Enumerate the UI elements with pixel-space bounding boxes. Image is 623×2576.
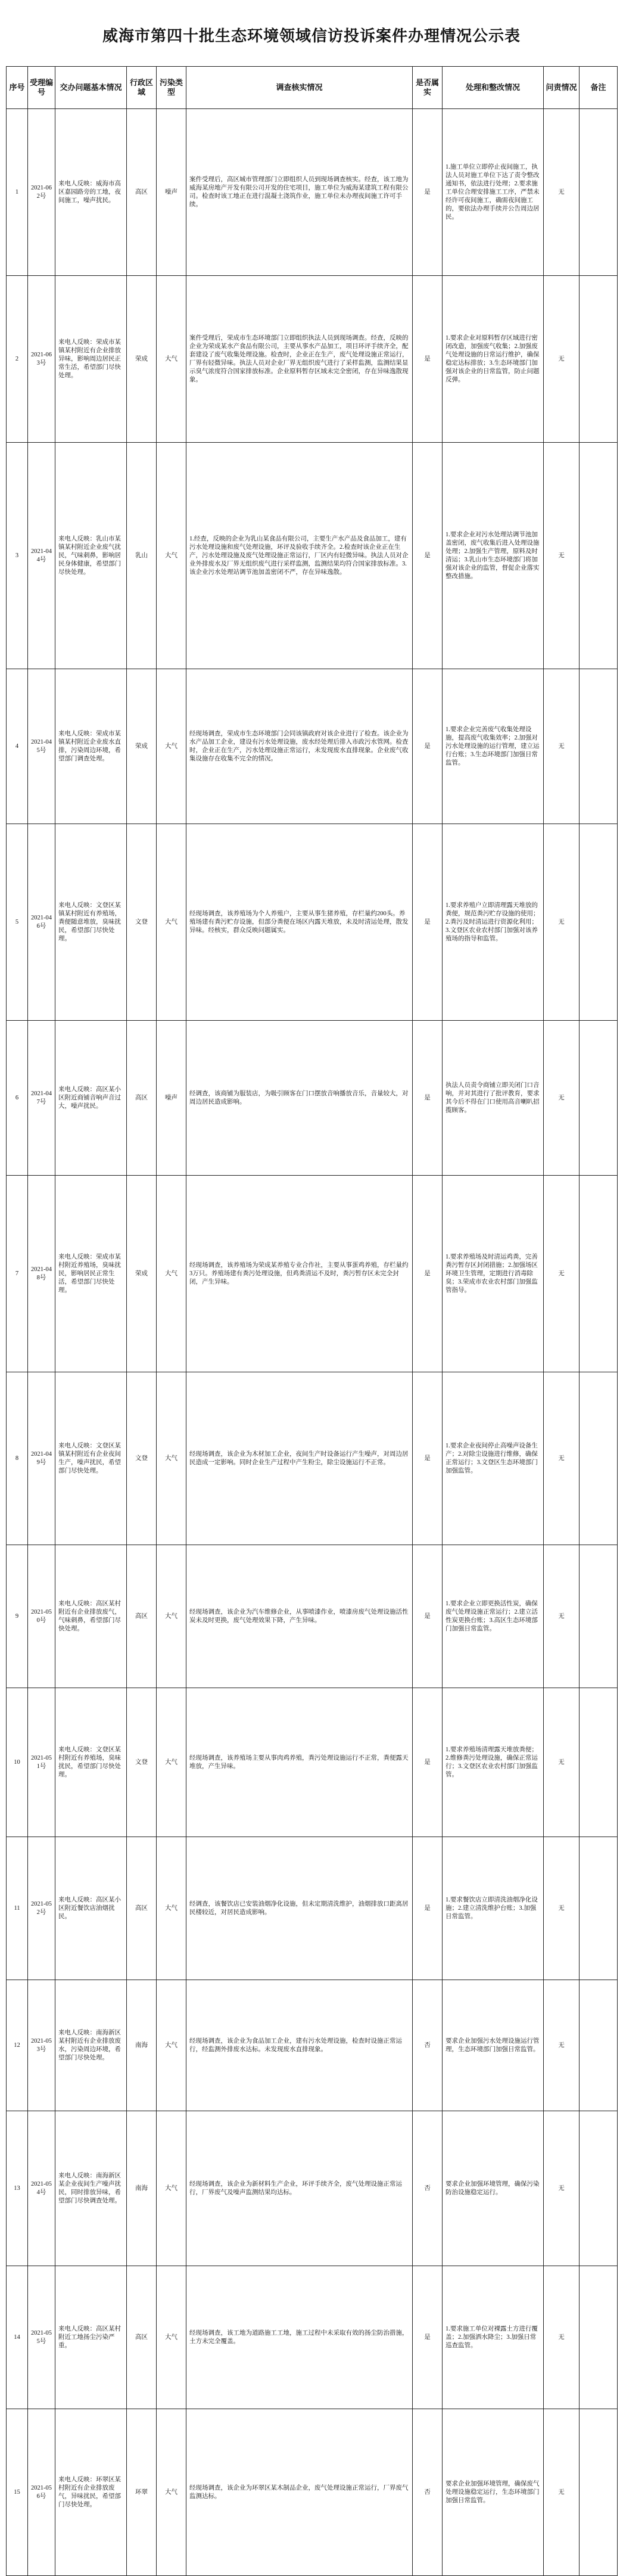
case-remark bbox=[580, 276, 618, 443]
case-true-flag: 否 bbox=[413, 2111, 443, 2266]
row-number: 11 bbox=[7, 1837, 28, 1980]
case-basic: 来电人反映：荣成市某镇某村附近企业废水直排，污染周边环境，希望部门调查处理。 bbox=[55, 669, 127, 824]
header-remark: 备注 bbox=[580, 67, 618, 109]
case-true-flag: 是 bbox=[413, 1176, 443, 1372]
case-region: 南海 bbox=[127, 2111, 157, 2266]
case-accountability: 无 bbox=[544, 2266, 580, 2409]
header-investigation: 调查核实情况 bbox=[186, 67, 413, 109]
case-investigation: 经现场调查，该企业为木材加工企业，夜间生产时设备运行产生噪声，对周边居民造成一定影响。同时企业生产过程中产生粉尘，除尘设施运行不正常。 bbox=[186, 1372, 413, 1545]
row-number: 3 bbox=[7, 443, 28, 669]
header-code: 受理编号 bbox=[28, 67, 55, 109]
row-number: 2 bbox=[7, 276, 28, 443]
case-region: 文登 bbox=[127, 1372, 157, 1545]
case-investigation: 案件受理后，荣成市生态环境部门立即组织执法人员到现场调查。经查，反映的企业为荣成某水产食品有限公司，主要从事水产品加工，项目环评手续齐全，配套建设了废气收集处理设施。检查时，企业正在生产，废气处理设施正常运行，厂界有轻微异味。执法人员对企业厂界无组织废气进行了采样监测，监测结果显示臭气浓度符合国家排放标准。企业原料暂存区域未完全密闭，存在异味逸散现象。 bbox=[186, 276, 413, 443]
case-accountability: 无 bbox=[544, 443, 580, 669]
case-code: 2021-051号 bbox=[28, 1688, 55, 1837]
case-basic: 来电人反映：南海新区某企业夜间生产噪声扰民，同时排放异味，希望部门尽快调查处理。 bbox=[55, 2111, 127, 2266]
case-handling: 1.要求企业夜间停止高噪声设备生产；2.对除尘设施进行维修，确保正常运行；3.文登区生态环境部门加强监管。 bbox=[443, 1372, 544, 1545]
case-investigation: 经现场调查，荣成市生态环境部门会同该镇政府对该企业进行了检查。该企业为水产品加工企业，建设有污水处理设施，废水经处理后排入市政污水管网。检查时，企业正在生产，污水处理设施正常运行，未发现废水直排现象。企业废气收集设施存在收集不完全的情况。 bbox=[186, 669, 413, 824]
case-region: 文登 bbox=[127, 824, 157, 1021]
case-accountability: 无 bbox=[544, 1980, 580, 2111]
case-investigation: 经现场调查，该企业为新材料生产企业，环评手续齐全，废气处理设施正常运行，厂界废气及噪声监测结果均达标。 bbox=[186, 2111, 413, 2266]
page bbox=[6, 0, 617, 2576]
row-number: 15 bbox=[7, 2409, 28, 2576]
case-true-flag: 是 bbox=[413, 669, 443, 824]
case-investigation: 经现场调查，该工地为道路施工工地，施工过程中未采取有效的扬尘防治措施，土方未完全覆盖。 bbox=[186, 2266, 413, 2409]
case-region: 文登 bbox=[127, 1688, 157, 1837]
case-basic: 来电人反映：高区某小区附近餐饮店油烟扰民。 bbox=[55, 1837, 127, 1980]
row-number: 12 bbox=[7, 1980, 28, 2111]
case-pollution: 大气 bbox=[157, 1372, 186, 1545]
case-accountability: 无 bbox=[544, 1021, 580, 1176]
table-row bbox=[7, 276, 618, 443]
table-row bbox=[7, 443, 618, 669]
case-remark bbox=[580, 1372, 618, 1545]
case-remark bbox=[580, 669, 618, 824]
case-true-flag: 是 bbox=[413, 1688, 443, 1837]
case-region: 南海 bbox=[127, 1980, 157, 2111]
case-remark bbox=[580, 443, 618, 669]
case-accountability: 无 bbox=[544, 276, 580, 443]
case-code: 2021-063号 bbox=[28, 276, 55, 443]
case-code: 2021-047号 bbox=[28, 1021, 55, 1176]
case-region: 高区 bbox=[127, 109, 157, 276]
header-region: 行政区域 bbox=[127, 67, 157, 109]
case-remark bbox=[580, 2409, 618, 2576]
row-number: 4 bbox=[7, 669, 28, 824]
case-handling: 要求企业加强环境管理，确保废气处理设施稳定运行，生态环境部门加强日常监管。 bbox=[443, 2409, 544, 2576]
case-pollution: 大气 bbox=[157, 1176, 186, 1372]
row-number: 5 bbox=[7, 824, 28, 1021]
case-pollution: 大气 bbox=[157, 1545, 186, 1688]
table-row bbox=[7, 2409, 618, 2576]
case-handling: 1.要求餐饮店立即清洗油烟净化设施；2.建立清洗维护台账；3.加强日常监管。 bbox=[443, 1837, 544, 1980]
table-row bbox=[7, 1176, 618, 1372]
case-remark bbox=[580, 824, 618, 1021]
case-code: 2021-050号 bbox=[28, 1545, 55, 1688]
table-row bbox=[7, 824, 618, 1021]
case-handling: 1.要求养殖户立即清理露天堆放的粪便，规范粪污贮存设施的使用；2.粪污及时清运进行资源化利用；3.文登区农业农村部门加强对该养殖场的指导和监管。 bbox=[443, 824, 544, 1021]
case-true-flag: 是 bbox=[413, 824, 443, 1021]
case-code: 2021-062号 bbox=[28, 109, 55, 276]
row-number: 10 bbox=[7, 1688, 28, 1837]
case-code: 2021-055号 bbox=[28, 2266, 55, 2409]
case-pollution: 大气 bbox=[157, 2409, 186, 2576]
case-code: 2021-052号 bbox=[28, 1837, 55, 1980]
case-investigation: 经调查，该商铺为服装店，为吸引顾客在门口摆放音响播放音乐，音量较大，对周边居民造成影响。 bbox=[186, 1021, 413, 1176]
case-handling: 1.要求企业完善废气收集处理设施，提高废气收集效率；2.加强对污水处理设施的运行管理，建立运行台账；3.生态环境部门加强日常监管。 bbox=[443, 669, 544, 824]
case-handling: 要求企业加强污水处理设施运行管理，生态环境部门加强日常监管。 bbox=[443, 1980, 544, 2111]
table-header-row bbox=[7, 67, 618, 109]
case-code: 2021-054号 bbox=[28, 2111, 55, 2266]
case-region: 高区 bbox=[127, 2266, 157, 2409]
case-true-flag: 是 bbox=[413, 1837, 443, 1980]
case-region: 荣成 bbox=[127, 1176, 157, 1372]
case-pollution: 大气 bbox=[157, 2266, 186, 2409]
case-true-flag: 是 bbox=[413, 109, 443, 276]
case-code: 2021-056号 bbox=[28, 2409, 55, 2576]
row-number: 9 bbox=[7, 1545, 28, 1688]
case-basic: 来电人反映：威海市高区嘉园路旁的工地，夜间施工，噪声扰民。 bbox=[55, 109, 127, 276]
case-investigation: 经现场调查，该养殖场主要从事肉鸡养殖，粪污处理设施运行不正常，粪便露天堆放，产生异味。 bbox=[186, 1688, 413, 1837]
case-handling: 1.要求养殖场及时清运鸡粪，完善粪污暂存区封闭措施；2.加强场区环境卫生管理，定期进行消毒除臭；3.荣成市农业农村部门加强监管指导。 bbox=[443, 1176, 544, 1372]
case-code: 2021-044号 bbox=[28, 443, 55, 669]
case-investigation: 经现场调查，该企业为汽车维修企业，从事喷漆作业，喷漆房废气处理设施活性炭未及时更换，废气处理效果下降，产生异味。 bbox=[186, 1545, 413, 1688]
header-true: 是否属实 bbox=[413, 67, 443, 109]
case-remark bbox=[580, 109, 618, 276]
row-number: 13 bbox=[7, 2111, 28, 2266]
case-handling: 执法人员责令商铺立即关闭门口音响，并对其进行了批评教育，要求其今后不得在门口使用高音喇叭招揽顾客。 bbox=[443, 1021, 544, 1176]
table-row bbox=[7, 1688, 618, 1837]
case-true-flag: 是 bbox=[413, 1021, 443, 1176]
case-handling: 1.要求养殖场清理露天堆放粪便；2.维修粪污处理设施，确保正常运行；3.文登区农业农村部门加强监管。 bbox=[443, 1688, 544, 1837]
table-row bbox=[7, 1980, 618, 2111]
row-number: 8 bbox=[7, 1372, 28, 1545]
case-basic: 来电人反映：高区某小区附近商铺音响声音过大，噪声扰民。 bbox=[55, 1021, 127, 1176]
table-row bbox=[7, 1837, 618, 1980]
case-true-flag: 是 bbox=[413, 1545, 443, 1688]
case-basic: 来电人反映：高区某村附近有企业排放废气，气味刺鼻，希望部门尽快处理。 bbox=[55, 1545, 127, 1688]
case-pollution: 大气 bbox=[157, 2111, 186, 2266]
case-basic: 来电人反映：高区某村附近工地扬尘污染严重。 bbox=[55, 2266, 127, 2409]
table-row bbox=[7, 1021, 618, 1176]
case-handling: 要求企业加强环境管理，确保污染防治设施稳定运行。 bbox=[443, 2111, 544, 2266]
case-region: 高区 bbox=[127, 1837, 157, 1980]
case-basic: 来电人反映：环翠区某村附近有企业排放废气，异味扰民，希望部门尽快处理。 bbox=[55, 2409, 127, 2576]
complaint-table bbox=[6, 66, 618, 2576]
case-pollution: 大气 bbox=[157, 1688, 186, 1837]
table-row bbox=[7, 2111, 618, 2266]
case-remark bbox=[580, 2266, 618, 2409]
header-pollution: 污染类型 bbox=[157, 67, 186, 109]
case-investigation: 1.经查，反映的企业为乳山某食品有限公司，主要生产水产品及食品加工，建有污水处理设施和废气处理设施，环评及验收手续齐全。2.检查时该企业正在生产，污水处理设施及废气处理设施正常运行，厂区内有轻微异味。执法人员对企业外排废水及厂界无组织废气进行采样监测，监测结果均符合国家排放标准。3.该企业污水处理站调节池加盖密闭不严，存在异味逸散。 bbox=[186, 443, 413, 669]
case-pollution: 大气 bbox=[157, 443, 186, 669]
case-pollution: 大气 bbox=[157, 824, 186, 1021]
case-code: 2021-053号 bbox=[28, 1980, 55, 2111]
case-basic: 来电人反映：南海新区某村附近有企业排放废水，污染周边环境，希望部门尽快处理。 bbox=[55, 1980, 127, 2111]
case-remark bbox=[580, 1021, 618, 1176]
case-true-flag: 是 bbox=[413, 276, 443, 443]
case-pollution: 大气 bbox=[157, 669, 186, 824]
case-accountability: 无 bbox=[544, 1545, 580, 1688]
document-title: 威海市第四十批生态环境领域信访投诉案件办理情况公示表 bbox=[102, 27, 521, 45]
case-investigation: 经现场调查，该养殖场为个人养殖户，主要从事生猪养殖，存栏量约200头。养殖场建有粪污贮存设施，但部分粪便在场区内露天堆放，未及时清运处理，散发异味。经核实，群众反映问题属实。 bbox=[186, 824, 413, 1021]
table-row bbox=[7, 2266, 618, 2409]
case-remark bbox=[580, 2111, 618, 2266]
case-accountability: 无 bbox=[544, 2111, 580, 2266]
case-remark bbox=[580, 1837, 618, 1980]
case-remark bbox=[580, 1545, 618, 1688]
case-code: 2021-045号 bbox=[28, 669, 55, 824]
case-handling: 1.施工单位立即停止夜间施工，执法人员对施工单位下达了责令整改通知书，依法进行处理；2.要求施工单位合理安排施工工序，严禁未经许可夜间施工，确需夜间施工的，要依法办理手续并公告周边居民。 bbox=[443, 109, 544, 276]
case-true-flag: 是 bbox=[413, 443, 443, 669]
case-remark bbox=[580, 1176, 618, 1372]
case-pollution: 噪声 bbox=[157, 109, 186, 276]
header-no: 序号 bbox=[7, 67, 28, 109]
case-basic: 来电人反映：乳山市某镇某村附近企业废气扰民，气味刺鼻，影响居民身体健康，希望部门尽快处理。 bbox=[55, 443, 127, 669]
case-accountability: 无 bbox=[544, 824, 580, 1021]
case-pollution: 大气 bbox=[157, 276, 186, 443]
case-accountability: 无 bbox=[544, 669, 580, 824]
case-accountability: 无 bbox=[544, 1372, 580, 1545]
case-pollution: 噪声 bbox=[157, 1021, 186, 1176]
case-basic: 来电人反映：文登区某镇某村附近有养殖场，粪便随意堆放，臭味扰民，希望部门尽快处理。 bbox=[55, 824, 127, 1021]
case-accountability: 无 bbox=[544, 1176, 580, 1372]
case-handling: 1.要求企业立即更换活性炭，确保废气处理设施正常运行；2.建立活性炭更换台账；3.高区生态环境部门加强日常监管。 bbox=[443, 1545, 544, 1688]
case-investigation: 经现场调查，该养殖场为荣成某养殖专业合作社，主要从事蛋鸡养殖，存栏量约3万只。养殖场建有粪污处理设施，但鸡粪清运不及时，粪污暂存区未完全封闭，产生异味。 bbox=[186, 1176, 413, 1372]
case-true-flag: 是 bbox=[413, 1372, 443, 1545]
case-remark bbox=[580, 1980, 618, 2111]
row-number: 7 bbox=[7, 1176, 28, 1372]
case-investigation: 经现场调查，该企业为环翠区某木制品企业，废气处理设施正常运行，厂界废气监测达标。 bbox=[186, 2409, 413, 2576]
case-accountability: 无 bbox=[544, 109, 580, 276]
case-handling: 1.要求企业对污水处理站调节池加盖密闭，废气收集后进入处理设施处理；2.加强生产管理，原料及时清运；3.乳山市生态环境部门将加强对该企业的监管，督促企业落实整改措施。 bbox=[443, 443, 544, 669]
case-region: 高区 bbox=[127, 1545, 157, 1688]
case-pollution: 大气 bbox=[157, 1980, 186, 2111]
row-number: 14 bbox=[7, 2266, 28, 2409]
case-code: 2021-046号 bbox=[28, 824, 55, 1021]
case-region: 乳山 bbox=[127, 443, 157, 669]
case-remark bbox=[580, 1688, 618, 1837]
case-region: 环翠 bbox=[127, 2409, 157, 2576]
row-number: 1 bbox=[7, 109, 28, 276]
case-investigation: 案件受理后，高区城市管理部门立即组织人员到现场调查核实。经查，该工地为威海某房地产开发有限公司开发的住宅项目，施工单位为威海某建筑工程有限公司。检查时该工地正在进行混凝土浇筑作业，施工单位未办理夜间施工许可手续。 bbox=[186, 109, 413, 276]
header-accountability: 问责情况 bbox=[544, 67, 580, 109]
table-row bbox=[7, 1545, 618, 1688]
case-basic: 来电人反映：荣成市某镇某村附近有企业排放异味，影响周边居民正常生活，希望部门尽快处理。 bbox=[55, 276, 127, 443]
case-true-flag: 否 bbox=[413, 2409, 443, 2576]
case-region: 荣成 bbox=[127, 669, 157, 824]
header-handling: 处理和整改情况 bbox=[443, 67, 544, 109]
case-true-flag: 是 bbox=[413, 2266, 443, 2409]
case-region: 荣成 bbox=[127, 276, 157, 443]
case-code: 2021-048号 bbox=[28, 1176, 55, 1372]
case-accountability: 无 bbox=[544, 2409, 580, 2576]
case-code: 2021-049号 bbox=[28, 1372, 55, 1545]
case-basic: 来电人反映：荣成市某村附近养殖场，臭味扰民，影响居民正常生活，希望部门尽快处理。 bbox=[55, 1176, 127, 1372]
case-region: 高区 bbox=[127, 1021, 157, 1176]
case-investigation: 经现场调查，该企业为食品加工企业，建有污水处理设施，检查时设施正常运行，经监测外排废水达标。未发现废水直排现象。 bbox=[186, 1980, 413, 2111]
table-row bbox=[7, 1372, 618, 1545]
case-accountability: 无 bbox=[544, 1837, 580, 1980]
case-handling: 1.要求企业对原料暂存区域进行密闭改造，加强废气收集；2.加强废气处理设施的日常运行维护，确保稳定达标排放；3.生态环境部门加强对该企业的日常监管，防止问题反弹。 bbox=[443, 276, 544, 443]
case-basic: 来电人反映：文登区某村附近有养殖场，臭味扰民，希望部门尽快处理。 bbox=[55, 1688, 127, 1837]
case-pollution: 大气 bbox=[157, 1837, 186, 1980]
case-accountability: 无 bbox=[544, 1688, 580, 1837]
row-number: 6 bbox=[7, 1021, 28, 1176]
case-basic: 来电人反映：文登区某镇某村附近有企业夜间生产，噪声扰民，希望部门尽快处理。 bbox=[55, 1372, 127, 1545]
case-true-flag: 否 bbox=[413, 1980, 443, 2111]
table-row bbox=[7, 669, 618, 824]
table-row bbox=[7, 109, 618, 276]
case-handling: 1.要求施工单位对裸露土方进行覆盖；2.加强洒水降尘；3.加强日常巡查监管。 bbox=[443, 2266, 544, 2409]
header-basic: 交办问题基本情况 bbox=[55, 67, 127, 109]
case-investigation: 经调查，该餐饮店已安装油烟净化设施，但未定期清洗维护，油烟排放口距离居民楼较近，对居民造成影响。 bbox=[186, 1837, 413, 1980]
